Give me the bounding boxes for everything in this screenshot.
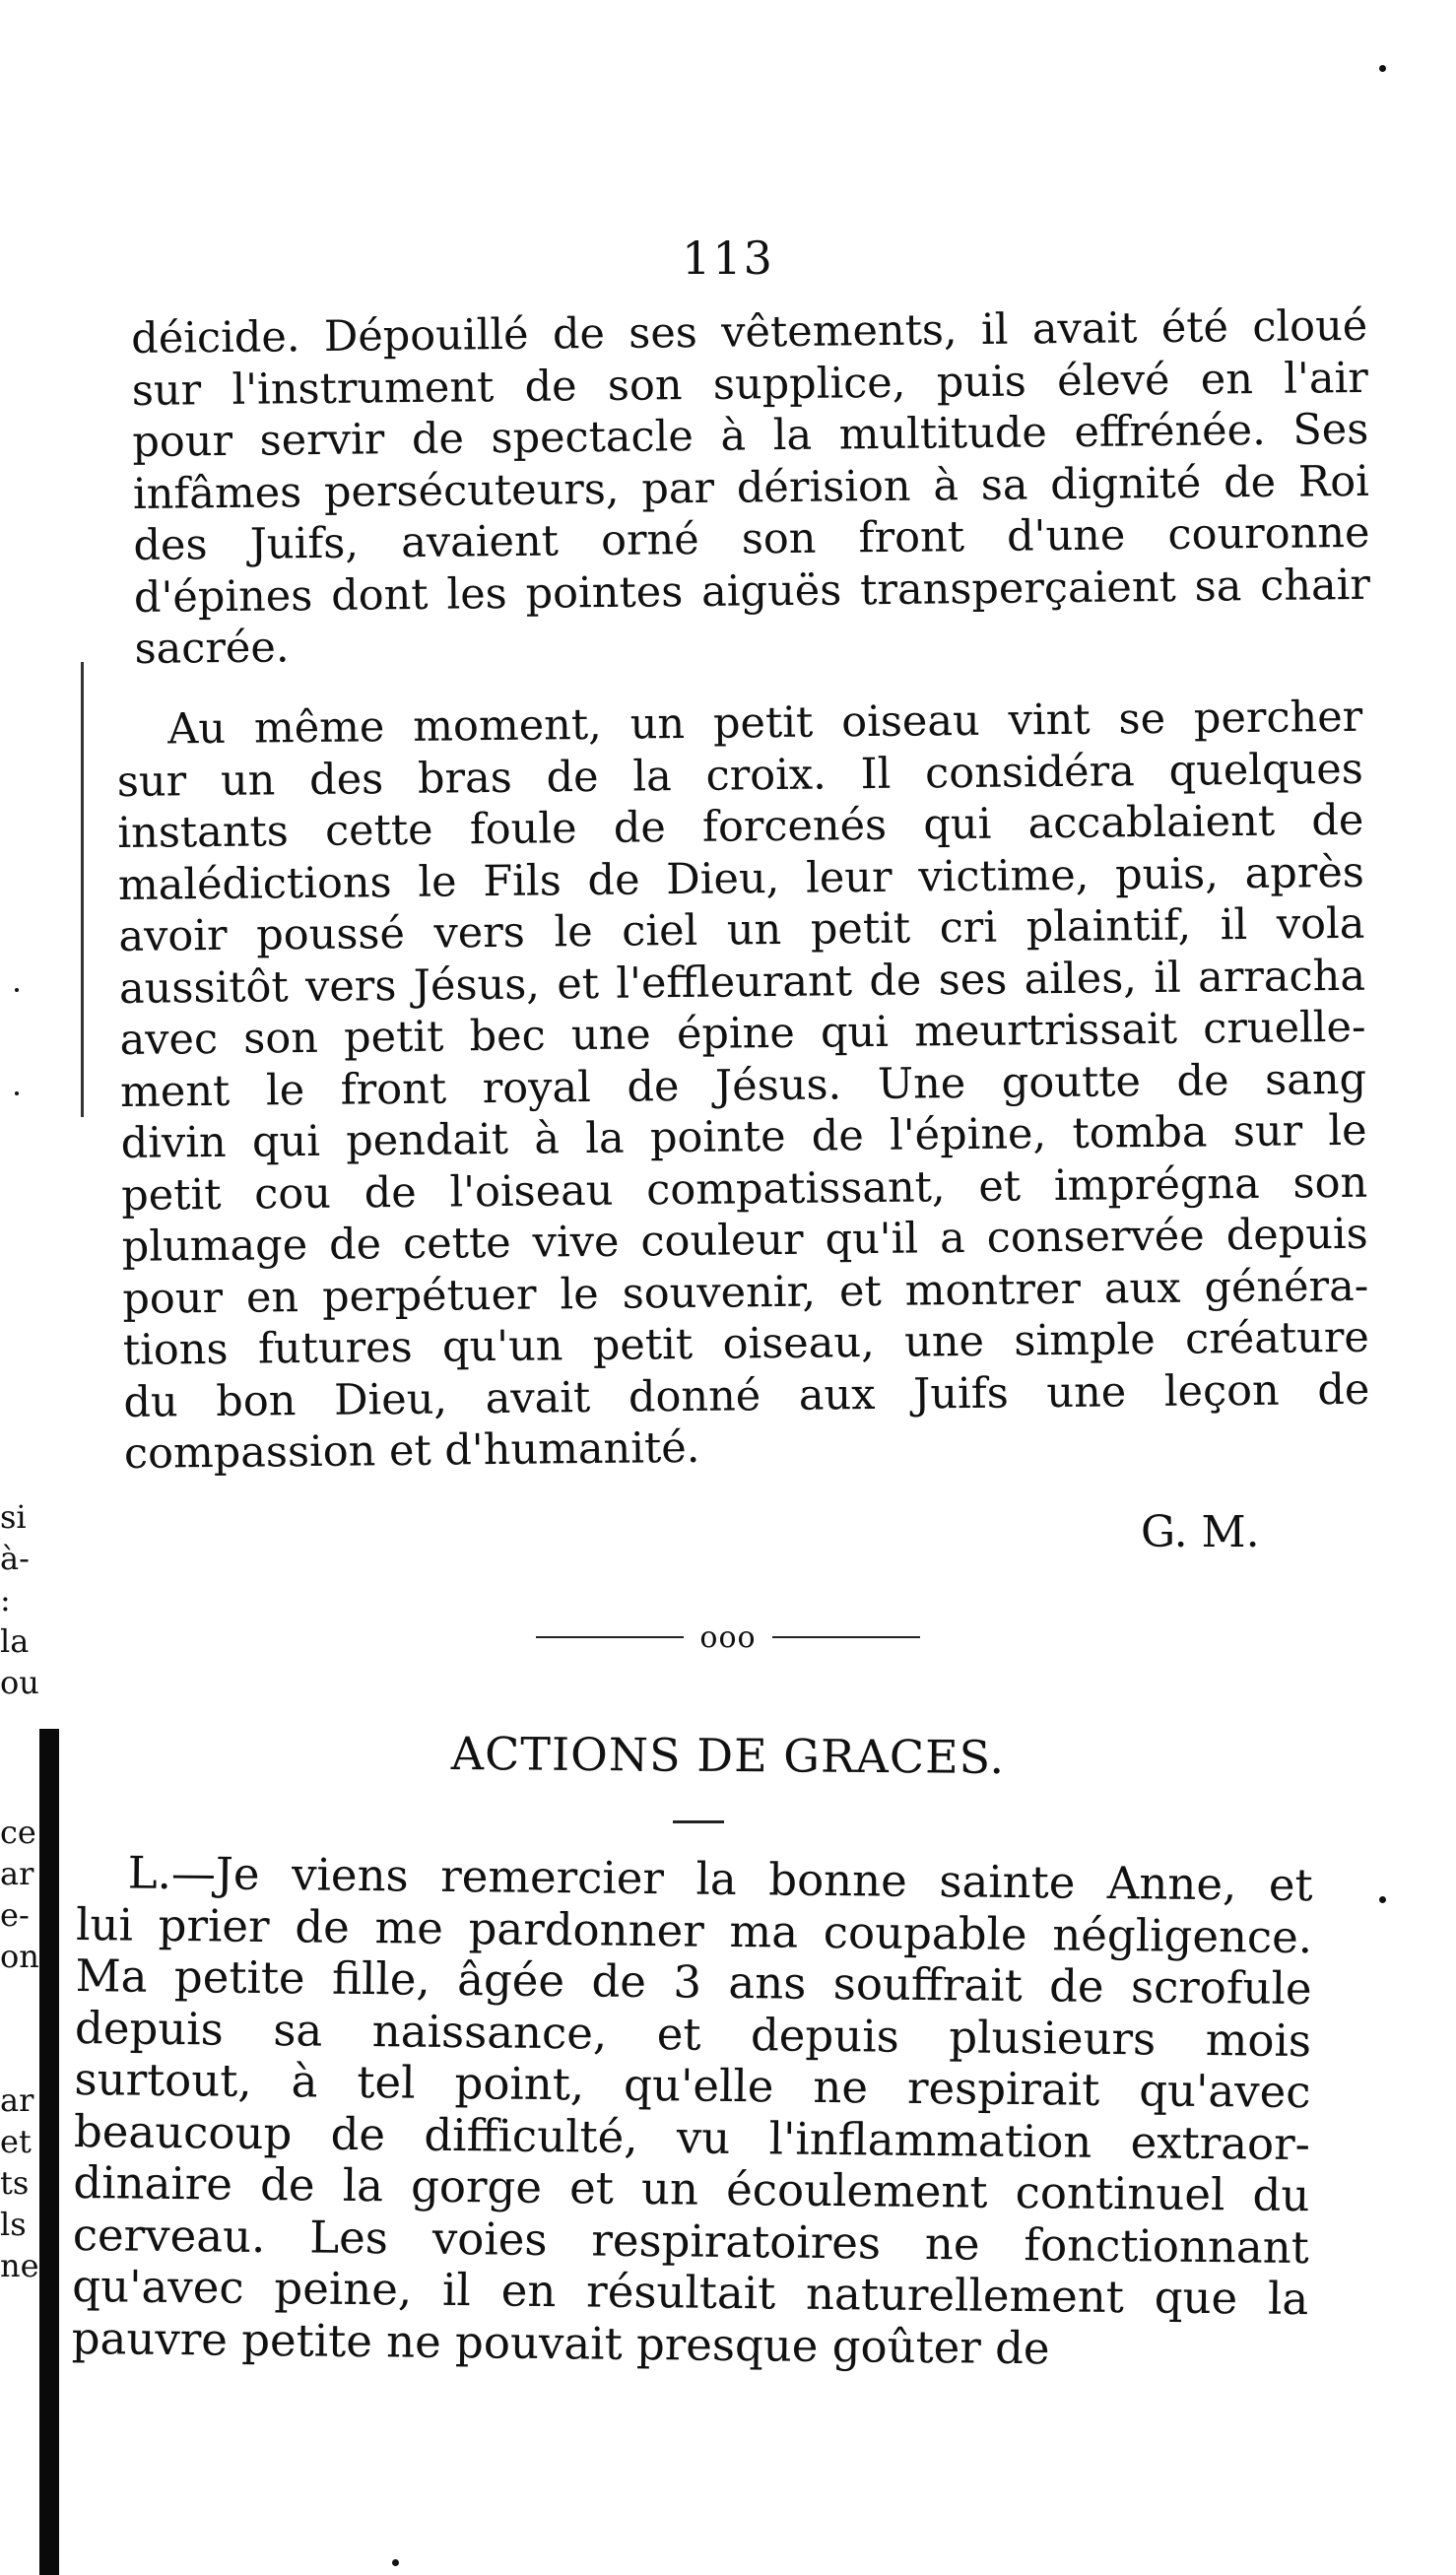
section-title: ACTIONS DE GRACES. <box>450 1727 1006 1784</box>
scan-edge-shadow <box>39 1729 59 2575</box>
text-line: qu'avec peine, il en résultait naturellement que la <box>72 2259 1309 2326</box>
title-underline-dash <box>673 1820 724 1823</box>
text-line: sacrée. <box>134 623 290 674</box>
text-line: pauvre petite ne pouvait presque goûter de <box>71 2311 1050 2374</box>
page-number: 113 <box>682 231 774 285</box>
text-line: Ma petite fille, âgée de 3 ans souffrait de scrofule <box>75 1948 1312 2015</box>
text-line: beaucoup de difficulté, vu l'inflammation extraor- <box>73 2104 1311 2170</box>
margin-vertical-rule <box>81 662 84 1117</box>
scan-speck <box>1379 1896 1386 1903</box>
text-line: divin qui pendait à la pointe de l'épine, tomba sur le <box>120 1105 1367 1168</box>
scan-speck <box>392 2559 399 2566</box>
fragment-text: la <box>0 1622 30 1660</box>
section-separator <box>0 1618 1456 1655</box>
fragment-text: ce <box>0 1814 36 1851</box>
text-line: Au même moment, un petit oiseau vint se percher <box>167 692 1363 755</box>
text-line: petit cou de l'oiseau compatissant, et imprégna son <box>120 1157 1368 1221</box>
paragraph-crucifixion <box>131 300 1371 676</box>
text-line: cerveau. Les voies respiratoires ne fonctionnant <box>72 2208 1310 2274</box>
fragment-text: on <box>0 1938 39 1975</box>
scan-speck <box>15 988 19 992</box>
text-line: avec son petit bec une épine qui meurtrissait cruelle- <box>119 1002 1366 1065</box>
signature-initials: G. M. <box>1141 1507 1260 1557</box>
text-line: dinaire de la gorge et un écoulement continuel du <box>73 2155 1310 2222</box>
fragment-text: ar <box>0 1855 34 1892</box>
text-line: ment le front royal de Jésus. Une goutte de sang <box>119 1054 1367 1117</box>
paragraph-bird-story <box>116 692 1370 1481</box>
text-line: L.—Je viens remercier la bonne sainte Anne, et <box>127 1846 1313 1912</box>
text-line: tions futures qu'un petit oiseau, une simple créature <box>122 1312 1370 1375</box>
text-line: du bon Dieu, avait donné aux Juifs une leçon de <box>123 1364 1370 1427</box>
text-line: pour en perpétuer le souvenir, et montrer aux généra- <box>122 1261 1369 1324</box>
separator-rule-right <box>772 1636 920 1638</box>
fragment-text: : <box>0 1581 11 1618</box>
fragment-text: à- <box>0 1540 30 1577</box>
scan-speck <box>1379 65 1386 72</box>
fragment-text: si <box>0 1498 27 1536</box>
text-line: d'épines dont les pointes aiguës transperçaient sa chair <box>133 560 1371 623</box>
text-line: compassion et d'humanité. <box>123 1422 700 1479</box>
text-line: infâmes persécuteurs, par dérision à sa dignité de Roi <box>132 456 1370 519</box>
separator-rule-left <box>536 1636 684 1638</box>
text-line: des Juifs, avaient orné son front d'une couronne <box>133 507 1370 570</box>
text-line: sur un des bras de la croix. Il considéra quelques <box>116 744 1364 807</box>
paragraph-thanksgiving <box>72 1847 1313 2377</box>
fragment-text: ts <box>0 2164 30 2202</box>
text-line: plumage de cette vive couleur qu'il a conservée depuis <box>121 1209 1368 1272</box>
fragment-text: ar <box>0 2081 34 2119</box>
text-line: malédictions le Fils de Dieu, leur victime, puis, après <box>117 847 1365 910</box>
text-line: aussitôt vers Jésus, et l'effleurant de ses ailes, il arracha <box>118 951 1366 1014</box>
fragment-text: ou <box>0 1664 39 1701</box>
fragment-text: ls <box>0 2206 27 2243</box>
text-line: instants cette foule de forcenés qui accablaient de <box>117 795 1364 858</box>
text-line: depuis sa naissance, et depuis plusieurs mois <box>74 2001 1312 2067</box>
text-line: surtout, à tel point, qu'elle ne respirait qu'avec <box>74 2052 1311 2119</box>
text-line: avoir poussé vers le ciel un petit cri plaintif, il vola <box>118 898 1365 961</box>
separator-mark: ooo <box>699 1619 757 1655</box>
text-line: pour servir de spectacle à la multitude effrénée. Ses <box>132 404 1369 467</box>
fragment-text: et <box>0 2123 32 2160</box>
text-line: lui prier de me pardonner ma coupable négligence. <box>75 1897 1313 1963</box>
text-line: sur l'instrument de son supplice, puis élevé en l'air <box>131 353 1369 416</box>
fragment-text: ne <box>0 2247 39 2284</box>
fragment-text: e- <box>0 1896 30 1934</box>
scan-speck <box>15 1091 19 1095</box>
text-line: déicide. Dépouillé de ses vêtements, il avait été cloué <box>131 300 1368 363</box>
